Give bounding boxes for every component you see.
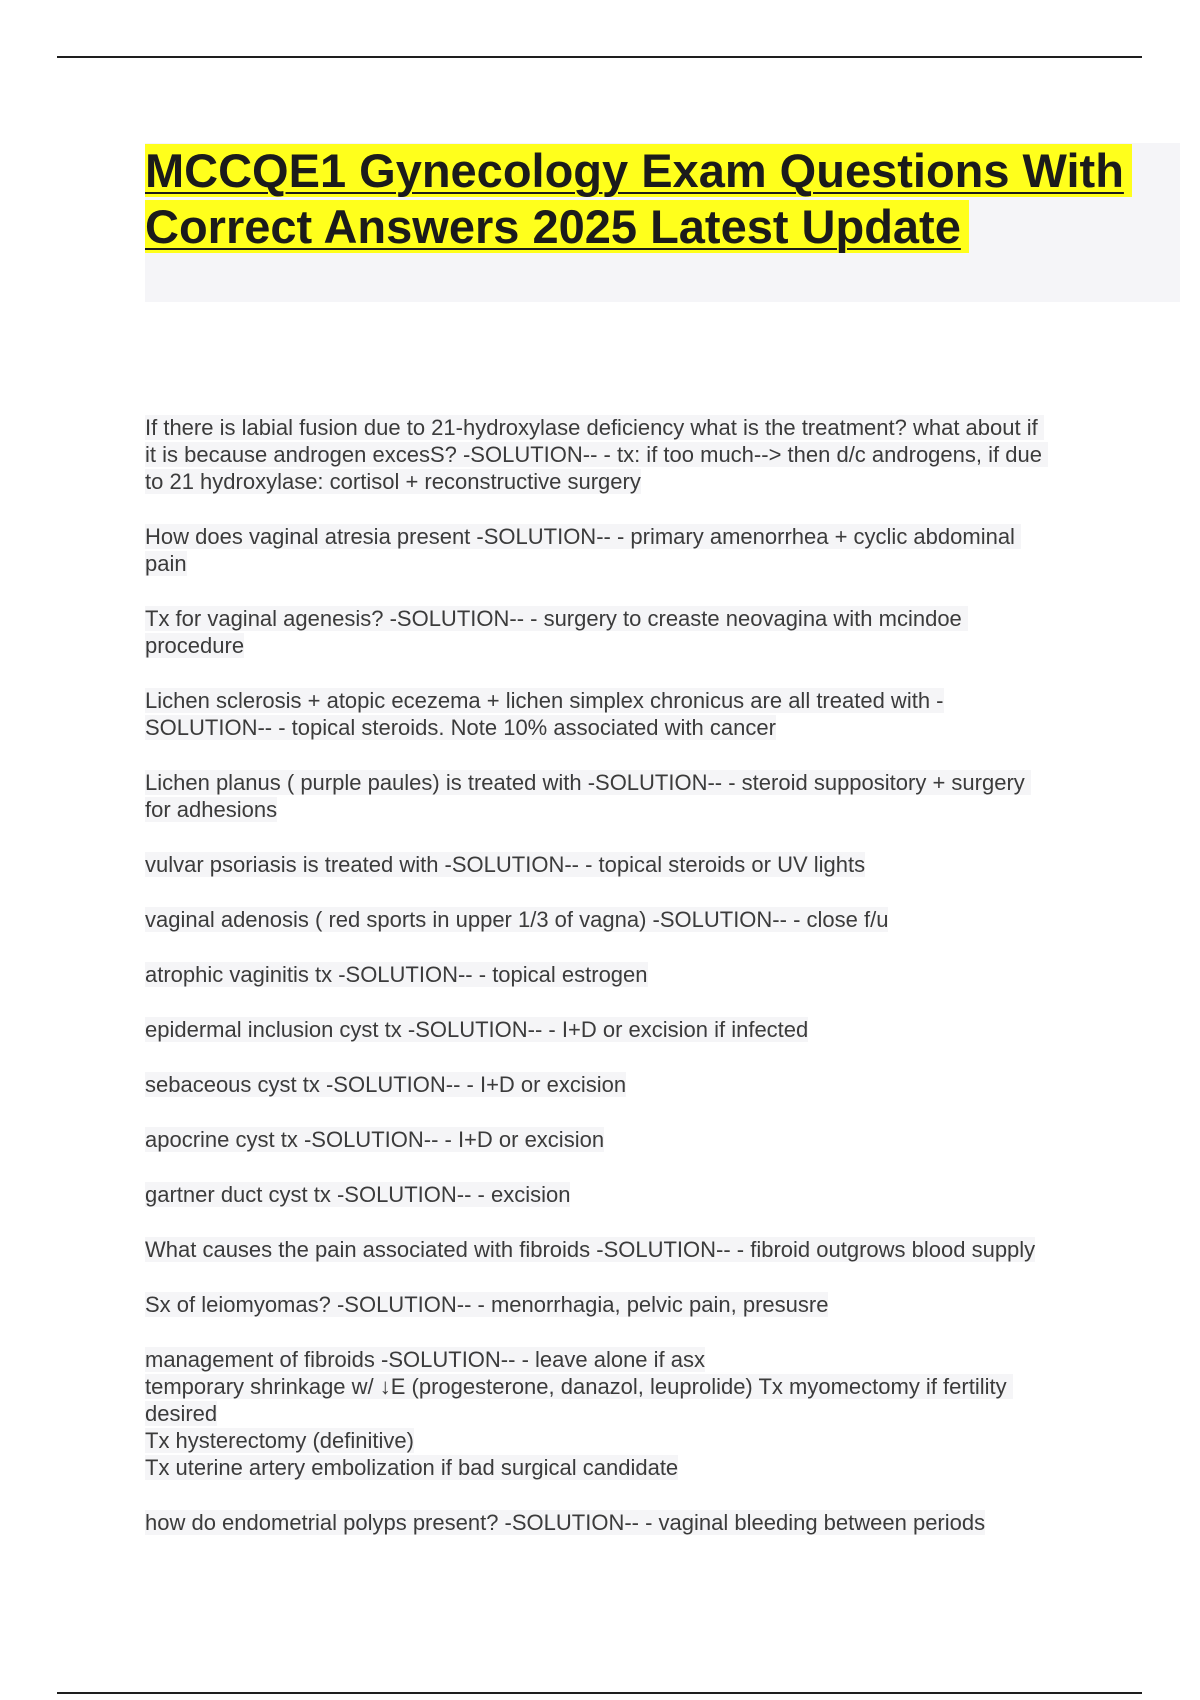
qa-item: What causes the pain associated with fibroids -SOLUTION-- - fibroid outgrows blood supply	[145, 1237, 1036, 1262]
qa-item: sebaceous cyst tx -SOLUTION-- - I+D or excision	[145, 1072, 627, 1097]
qa-item: atrophic vaginitis tx -SOLUTION-- - topical estrogen	[145, 962, 648, 987]
qa-item: how do endometrial polyps present? -SOLUTION-- - vaginal bleeding between periods	[145, 1510, 986, 1535]
qa-item: vaginal adenosis ( red sports in upper 1/3 of vagna) -SOLUTION-- - close f/u	[145, 907, 889, 932]
top-rule	[57, 56, 1142, 58]
qa-item: management of fibroids -SOLUTION-- - leave alone if asx temporary shrinkage w/ ↓E (progesterone, danazol, leuprolide) Tx myomectomy if fertility desired Tx hysterectomy (definitive) Tx uterine artery embolization if bad surgical candidate	[145, 1346, 1045, 1481]
qa-item: vulvar psoriasis is treated with -SOLUTION-- - topical steroids or UV lights	[145, 852, 866, 877]
qa-item: Tx for vaginal agenesis? -SOLUTION-- - surgery to creaste neovagina with mcindoe procedure	[145, 606, 968, 658]
qa-list	[145, 414, 1049, 1564]
qa-item: Sx of leiomyomas? -SOLUTION-- - menorrhagia, pelvic pain, presusre	[145, 1292, 829, 1317]
qa-item: gartner duct cyst tx -SOLUTION-- - excision	[145, 1182, 571, 1207]
qa-item: How does vaginal atresia present -SOLUTION-- - primary amenorrhea + cyclic abdominal pain	[145, 524, 1022, 576]
qa-item: If there is labial fusion due to 21-hydroxylase deficiency what is the treatment? what about if it is because androgen excesS? -SOLUTION-- - tx: if too much--> then d/c androgens, if due to 21 hydroxylase: cortisol + reconstructive surgery	[145, 415, 1049, 494]
qa-item: Lichen planus ( purple paules) is treated with -SOLUTION-- - steroid suppository + surgery for adhesions	[145, 770, 1031, 822]
qa-item: apocrine cyst tx -SOLUTION-- - I+D or excision	[145, 1127, 605, 1152]
title-block	[145, 143, 1180, 302]
document-title: MCCQE1 Gynecology Exam Questions With Correct Answers 2025 Latest Update	[145, 143, 1180, 255]
bottom-rule	[57, 1692, 1142, 1694]
qa-item: Lichen sclerosis + atopic ecezema + lichen simplex chronicus are all treated with -SOLUTION-- - topical steroids. Note 10% associated with cancer	[145, 688, 944, 740]
qa-item: epidermal inclusion cyst tx -SOLUTION-- - I+D or excision if infected	[145, 1017, 809, 1042]
